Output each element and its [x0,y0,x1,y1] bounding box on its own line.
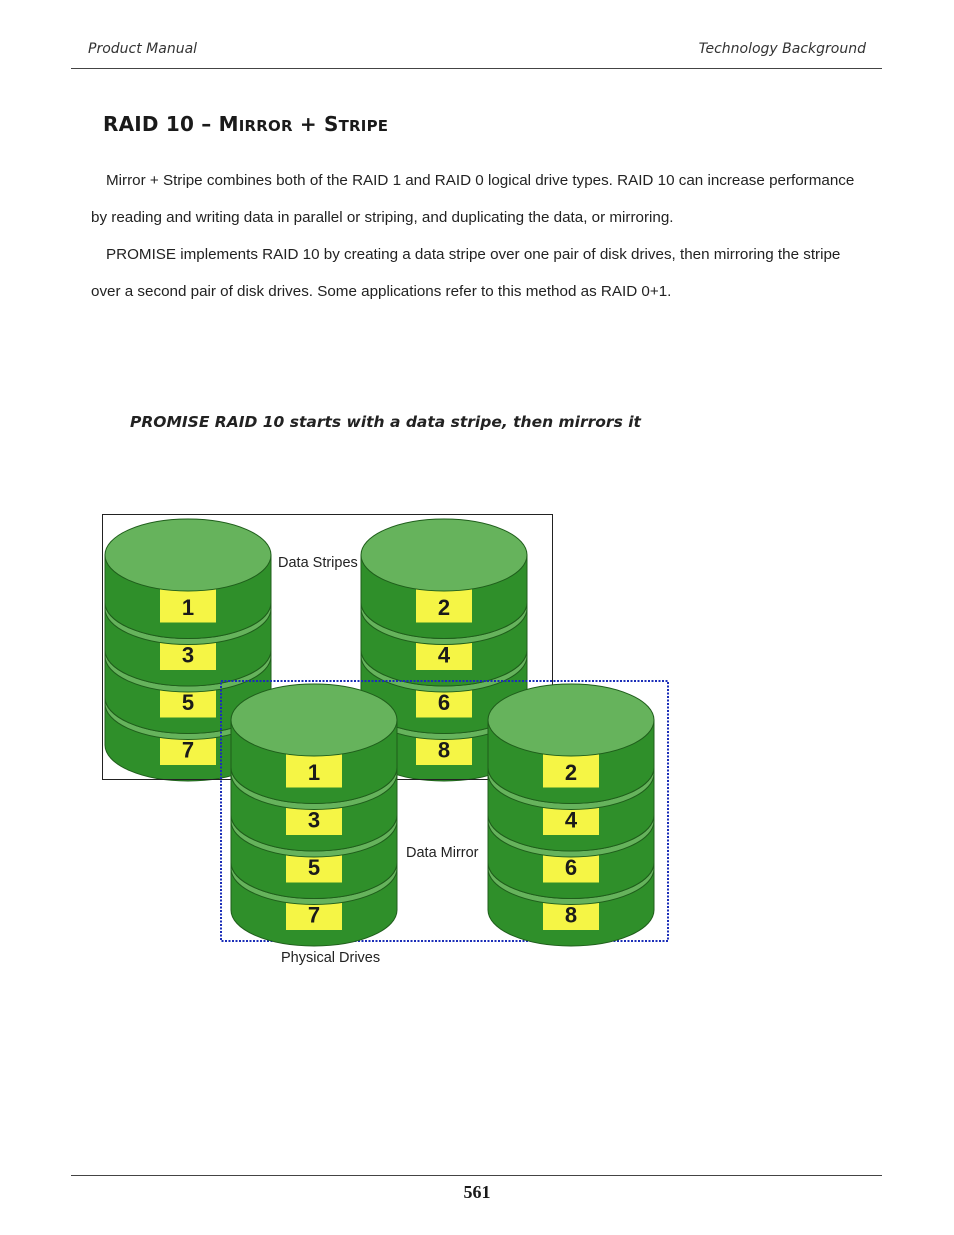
section-title: RAID 10 – MIRROR + STRIPE [103,112,389,136]
block-number: 7 [307,902,321,928]
block-number: 6 [564,855,578,880]
block-number: 8 [564,902,578,928]
paragraph-1: Mirror + Stripe combines both of the RAID 1 and RAID 0 logical drive types. RAID 10 can increase performance by reading and writing data in parallel or striping, and duplicating the data, or mirroring. [91,172,855,226]
block-number: 3 [181,642,195,668]
page-number: 561 [463,1182,491,1202]
label-physical-drives: Physical Drives [281,950,381,966]
block-number: 6 [437,690,451,715]
disk-top [231,684,397,756]
mirror-drive-b [488,684,654,946]
label-data-stripes: Data Stripes [278,555,358,571]
disk-top [361,519,527,591]
block-number: 2 [437,595,451,620]
block-number: 2 [564,760,578,785]
block-number: 8 [437,737,451,763]
paragraph-2: PROMISE implements RAID 10 by creating a data stripe over one pair of disk drives, then mirroring the stripe over a second pair of disk drives. Some applications refer to this method as RAID 0+1. [91,246,841,300]
block-number: 5 [307,855,321,880]
header-right-title: Technology Background [698,41,866,57]
block-number: 3 [307,807,321,833]
block-number: 4 [564,807,578,833]
block-number: 7 [181,737,195,763]
figure-caption: PROMISE RAID 10 starts with a data stripe, then mirrors it [130,413,641,431]
header-left-title: Product Manual [88,41,198,57]
label-data-mirror: Data Mirror [406,845,479,861]
disk-top [488,684,654,756]
mirror-drive-a [231,684,397,946]
block-number: 1 [307,760,321,785]
block-number: 4 [437,642,451,668]
footer-rule [71,1175,882,1176]
block-number: 1 [181,595,195,620]
block-number: 5 [181,690,195,715]
disk-top [105,519,271,591]
